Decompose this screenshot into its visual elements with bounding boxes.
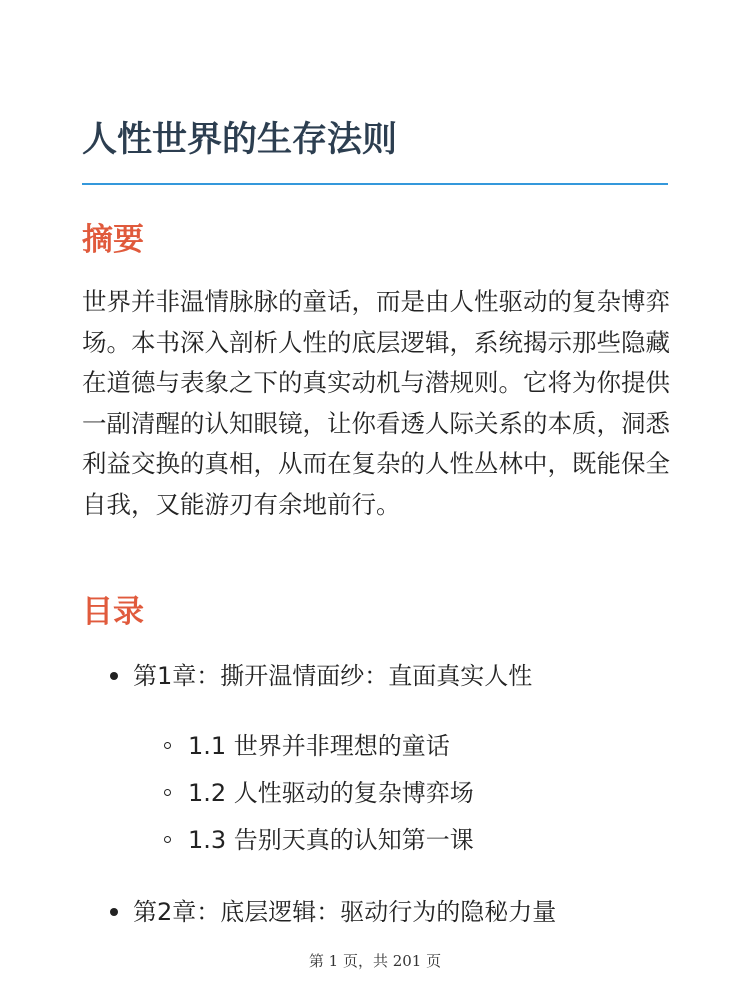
section-1-2-label: 1.2 人性驱动的复杂博弈场 xyxy=(188,779,474,807)
toc-section-1-1 xyxy=(133,723,750,770)
abstract-paragraph: 世界并非温情脉脉的童话，而是由人性驱动的复杂博弈场。本书深入剖析人性的底层逻辑，系统揭示那些隐藏在道德与表象之下的真实动机与潜规则。它将为你提供一副清醒的认知眼镜，让你看透人际关系的本质，洞悉利益交换的真相，从而在复杂的人性丛林中，既能保全自我，又能游刃有余地前行。 xyxy=(82,287,670,519)
toc-chapter-2 xyxy=(0,891,750,933)
section-1-1-label: 1.1 世界并非理想的童话 xyxy=(188,732,450,760)
section-1-3-label: 1.3 告别天真的认知第一课 xyxy=(188,826,474,854)
toc-section-1-2 xyxy=(133,770,750,817)
abstract-heading: 摘要 xyxy=(82,222,144,258)
bullet-circle-icon xyxy=(164,836,171,843)
bullet-dot-icon xyxy=(110,672,118,680)
toc-heading: 目录 xyxy=(82,594,144,630)
bullet-circle-icon xyxy=(164,742,171,749)
bullet-dot-icon xyxy=(110,908,118,916)
toc-section-1-3 xyxy=(133,817,750,864)
book-title: 人性世界的生存法则 xyxy=(82,120,398,160)
page-footer: 第 1 页，共 201 页 xyxy=(308,952,442,970)
toc-chapter-1 xyxy=(0,655,750,864)
title-divider xyxy=(82,183,668,185)
chapter-1-label: 第1章：撕开温情面纱：直面真实人性 xyxy=(133,662,533,690)
chapter-1-sections xyxy=(133,723,750,864)
chapter-2-label: 第2章：底层逻辑：驱动行为的隐秘力量 xyxy=(133,898,557,926)
bullet-circle-icon xyxy=(164,789,171,796)
table-of-contents xyxy=(0,655,750,933)
